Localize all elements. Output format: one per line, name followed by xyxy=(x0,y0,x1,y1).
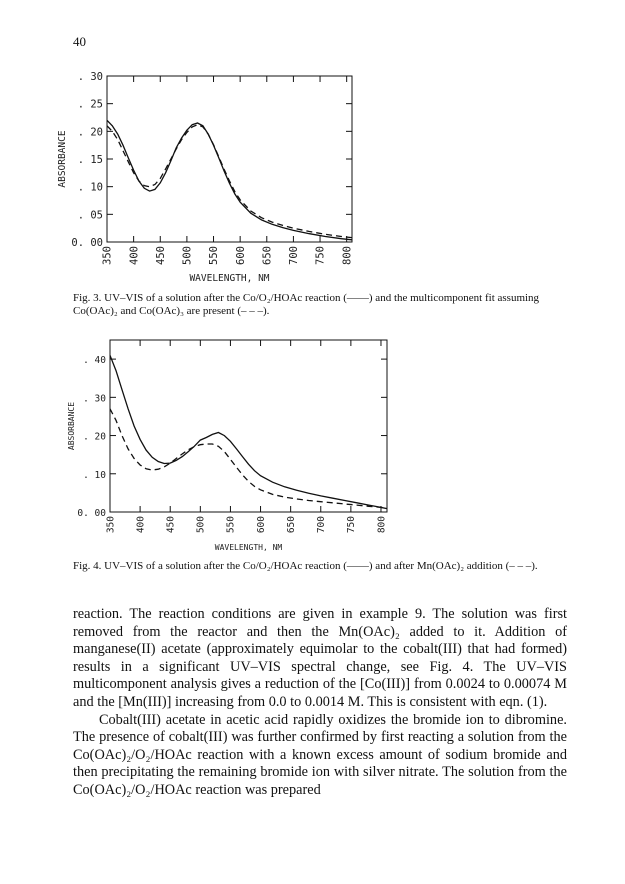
page-number: 40 xyxy=(73,34,86,49)
y-tick-label: . 20 xyxy=(77,126,103,139)
figure-3-caption: Fig. 3. UV–VIS of a solution after the Co/O₂/HOAc reaction (——) and the multicomponent fit assuming Co(OAc)₂ and Co(OAc)₃ are present (– – –). xyxy=(73,292,540,317)
x-axis-label: WAVELENGTH, NM xyxy=(189,273,270,284)
x-tick-label: 500 xyxy=(195,516,207,534)
x-tick-label: 500 xyxy=(181,246,194,265)
x-tick-label: 550 xyxy=(225,516,237,534)
x-tick-label: 650 xyxy=(285,516,297,534)
x-tick-label: 400 xyxy=(135,516,147,534)
solid-series-line xyxy=(110,355,387,508)
y-axis-label: ABSORBANCE xyxy=(67,401,76,451)
x-tick-label: 350 xyxy=(101,246,114,265)
x-tick-label: 750 xyxy=(346,516,358,534)
paragraph: reaction. The reaction conditions are given in example 9. The solution was first removed from the reactor and then the Mn(OAc)₂ added to it. Addition of manganese(II) acetate (approximately equimolar to the cobalt(III) that had formed) results in a significant UV–VIS spectral change, see Fig. 4. The UV–VIS multicomponent analysis gives a reduction of the [Co(III)] from 0.0024 to 0.00074 M and the [Mn(III)] increasing from 0.0 to 0.0014 M. This is consistent with eqn. (1). xyxy=(73,606,567,710)
x-tick-label: 700 xyxy=(288,246,301,265)
x-tick-label: 600 xyxy=(255,516,267,534)
y-tick-label: 0. 00 xyxy=(71,237,103,249)
x-tick-label: 450 xyxy=(165,516,177,534)
x-tick-label: 600 xyxy=(234,245,247,265)
x-tick-label: 350 xyxy=(105,516,117,534)
plot-frame xyxy=(110,340,387,512)
y-tick-label: . 10 xyxy=(83,469,106,481)
y-tick-label: . 30 xyxy=(77,71,103,83)
y-tick-label: . 20 xyxy=(83,431,106,443)
y-axis-label: ABSORBANCE xyxy=(57,130,68,188)
figure-4-caption: Fig. 4. UV–VIS of a solution after the Co/O₂/HOAc reaction (——) and after Mn(OAc)₂ addition (– – –). xyxy=(73,560,538,572)
dashed-series-line xyxy=(110,409,387,508)
y-tick-label: . 40 xyxy=(83,355,106,367)
x-tick-label: 650 xyxy=(261,246,274,265)
x-tick-label: 750 xyxy=(314,246,327,265)
x-tick-label: 450 xyxy=(154,246,167,265)
x-tick-label: 800 xyxy=(376,516,388,534)
x-axis-label: WAVELENGTH, NM xyxy=(214,543,283,552)
paragraph: Cobalt(III) acetate in acetic acid rapidly oxidizes the bromide ion to dibromine. The presence of cobalt(III) was further confirmed by first reacting a solution from the Co(OAc)₂/O₂/HOAc reaction with a known excess amount of sodium bromide and then precipitating the remaining bromide ion with silver nitrate. The solution from the Co(OAc)₂/O₂/HOAc reaction was prepared xyxy=(73,711,567,798)
y-tick-label: 0. 00 xyxy=(77,508,106,519)
x-tick-label: 550 xyxy=(208,246,221,265)
y-tick-label: . 15 xyxy=(77,154,103,166)
body-text xyxy=(73,606,567,800)
y-tick-label: . 10 xyxy=(77,181,103,194)
x-tick-label: 400 xyxy=(128,246,141,265)
y-tick-label: . 30 xyxy=(83,393,106,405)
x-tick-label: 700 xyxy=(316,516,328,534)
x-tick-label: 800 xyxy=(341,246,354,265)
y-tick-label: . 25 xyxy=(77,98,103,111)
y-tick-label: . 05 xyxy=(77,209,103,222)
